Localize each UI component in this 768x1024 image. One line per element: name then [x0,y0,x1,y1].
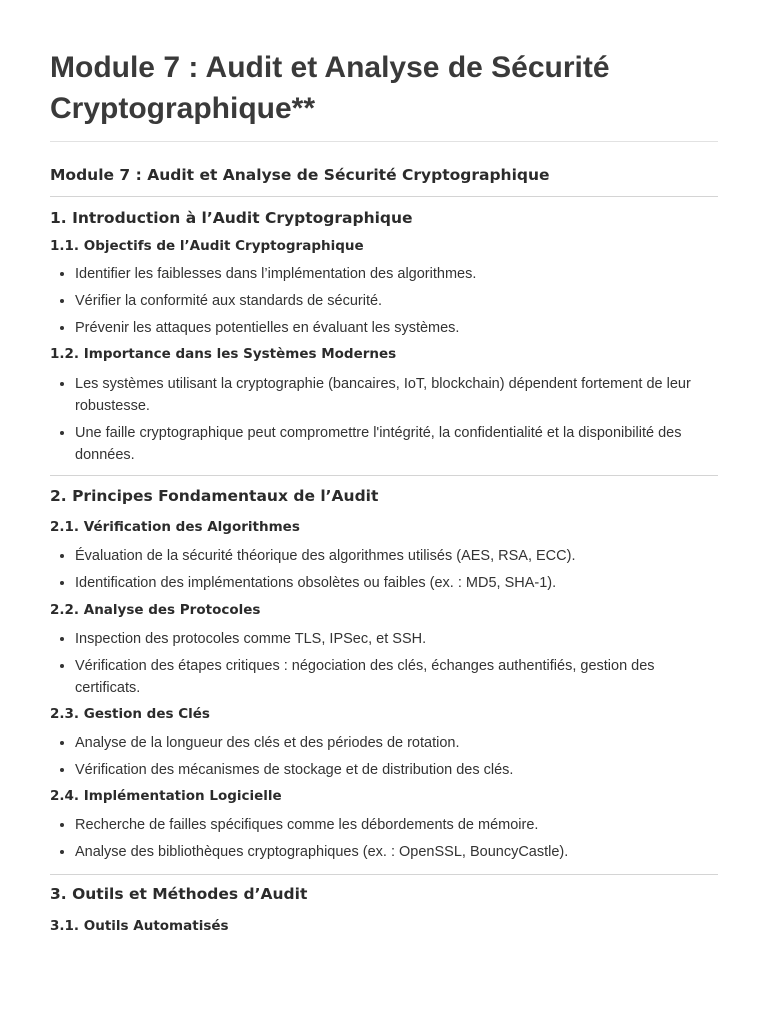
list-item: • Identifier les faiblesses dans l’implémentation des algorithmes. [75,263,718,285]
bullet-list [50,814,718,874]
section-3 [50,875,718,936]
list-item: • Identification des implémentations obsolètes ou faibles (ex. : MD5, SHA-1). [75,572,718,594]
list-item: • Évaluation de la sécurité théorique des algorithmes utilisés (AES, RSA, ECC). [75,545,718,567]
section-heading: 2. Principes Fondamentaux de l’Audit [50,487,379,505]
list-item: • Recherche de failles spécifiques comme les débordements de mémoire. [75,814,718,836]
list-item: • Vérification des mécanismes de stockage et de distribution des clés. [75,759,718,781]
subsection-heading: 2.3. Gestion des Clés [50,706,210,722]
section-heading: 1. Introduction à l’Audit Cryptographique [50,209,413,227]
section-1 [50,197,718,476]
bullet-list [50,263,718,339]
subsection-heading: 1.1. Objectifs de l’Audit Cryptographique [50,238,364,254]
subsection-heading: 2.1. Vérification des Algorithmes [50,519,300,535]
list-item: • Vérifier la conformité aux standards de sécurité. [75,290,718,312]
bullet-list [50,628,718,699]
list-item: • Une faille cryptographique peut compromettre l'intégrité, la confidentialité et la disponibilité des données. [75,422,718,466]
subsection-heading: 3.1. Outils Automatisés [50,918,229,934]
section-2 [50,476,718,875]
list-item: • Analyse de la longueur des clés et des périodes de rotation. [75,732,718,754]
module-heading: Module 7 : Audit et Analyse de Sécurité Cryptographique [50,164,718,197]
list-item: • Vérification des étapes critiques : négociation des clés, échanges authentifiés, gestion des certificats. [75,655,718,699]
list-item: • Inspection des protocoles comme TLS, IPSec, et SSH. [75,628,718,650]
list-item: • Analyse des bibliothèques cryptographiques (ex. : OpenSSL, BouncyCastle). [75,841,718,863]
bullet-list [50,732,718,781]
bullet-list [50,373,718,475]
subsection-heading: 2.2. Analyse des Protocoles [50,602,261,618]
subsection-heading: 1.2. Importance dans les Systèmes Modernes [50,346,397,362]
section-heading: 3. Outils et Méthodes d’Audit [50,885,308,903]
list-item: • Prévenir les attaques potentielles en évaluant les systèmes. [75,317,718,339]
bullet-list [50,545,718,594]
list-item: • Les systèmes utilisant la cryptographie (bancaires, IoT, blockchain) dépendent fortement de leur robustesse. [75,373,718,417]
page-title: Module 7 : Audit et Analyse de Sécurité Cryptographique** [50,0,718,142]
subsection-heading: 2.4. Implémentation Logicielle [50,788,282,804]
